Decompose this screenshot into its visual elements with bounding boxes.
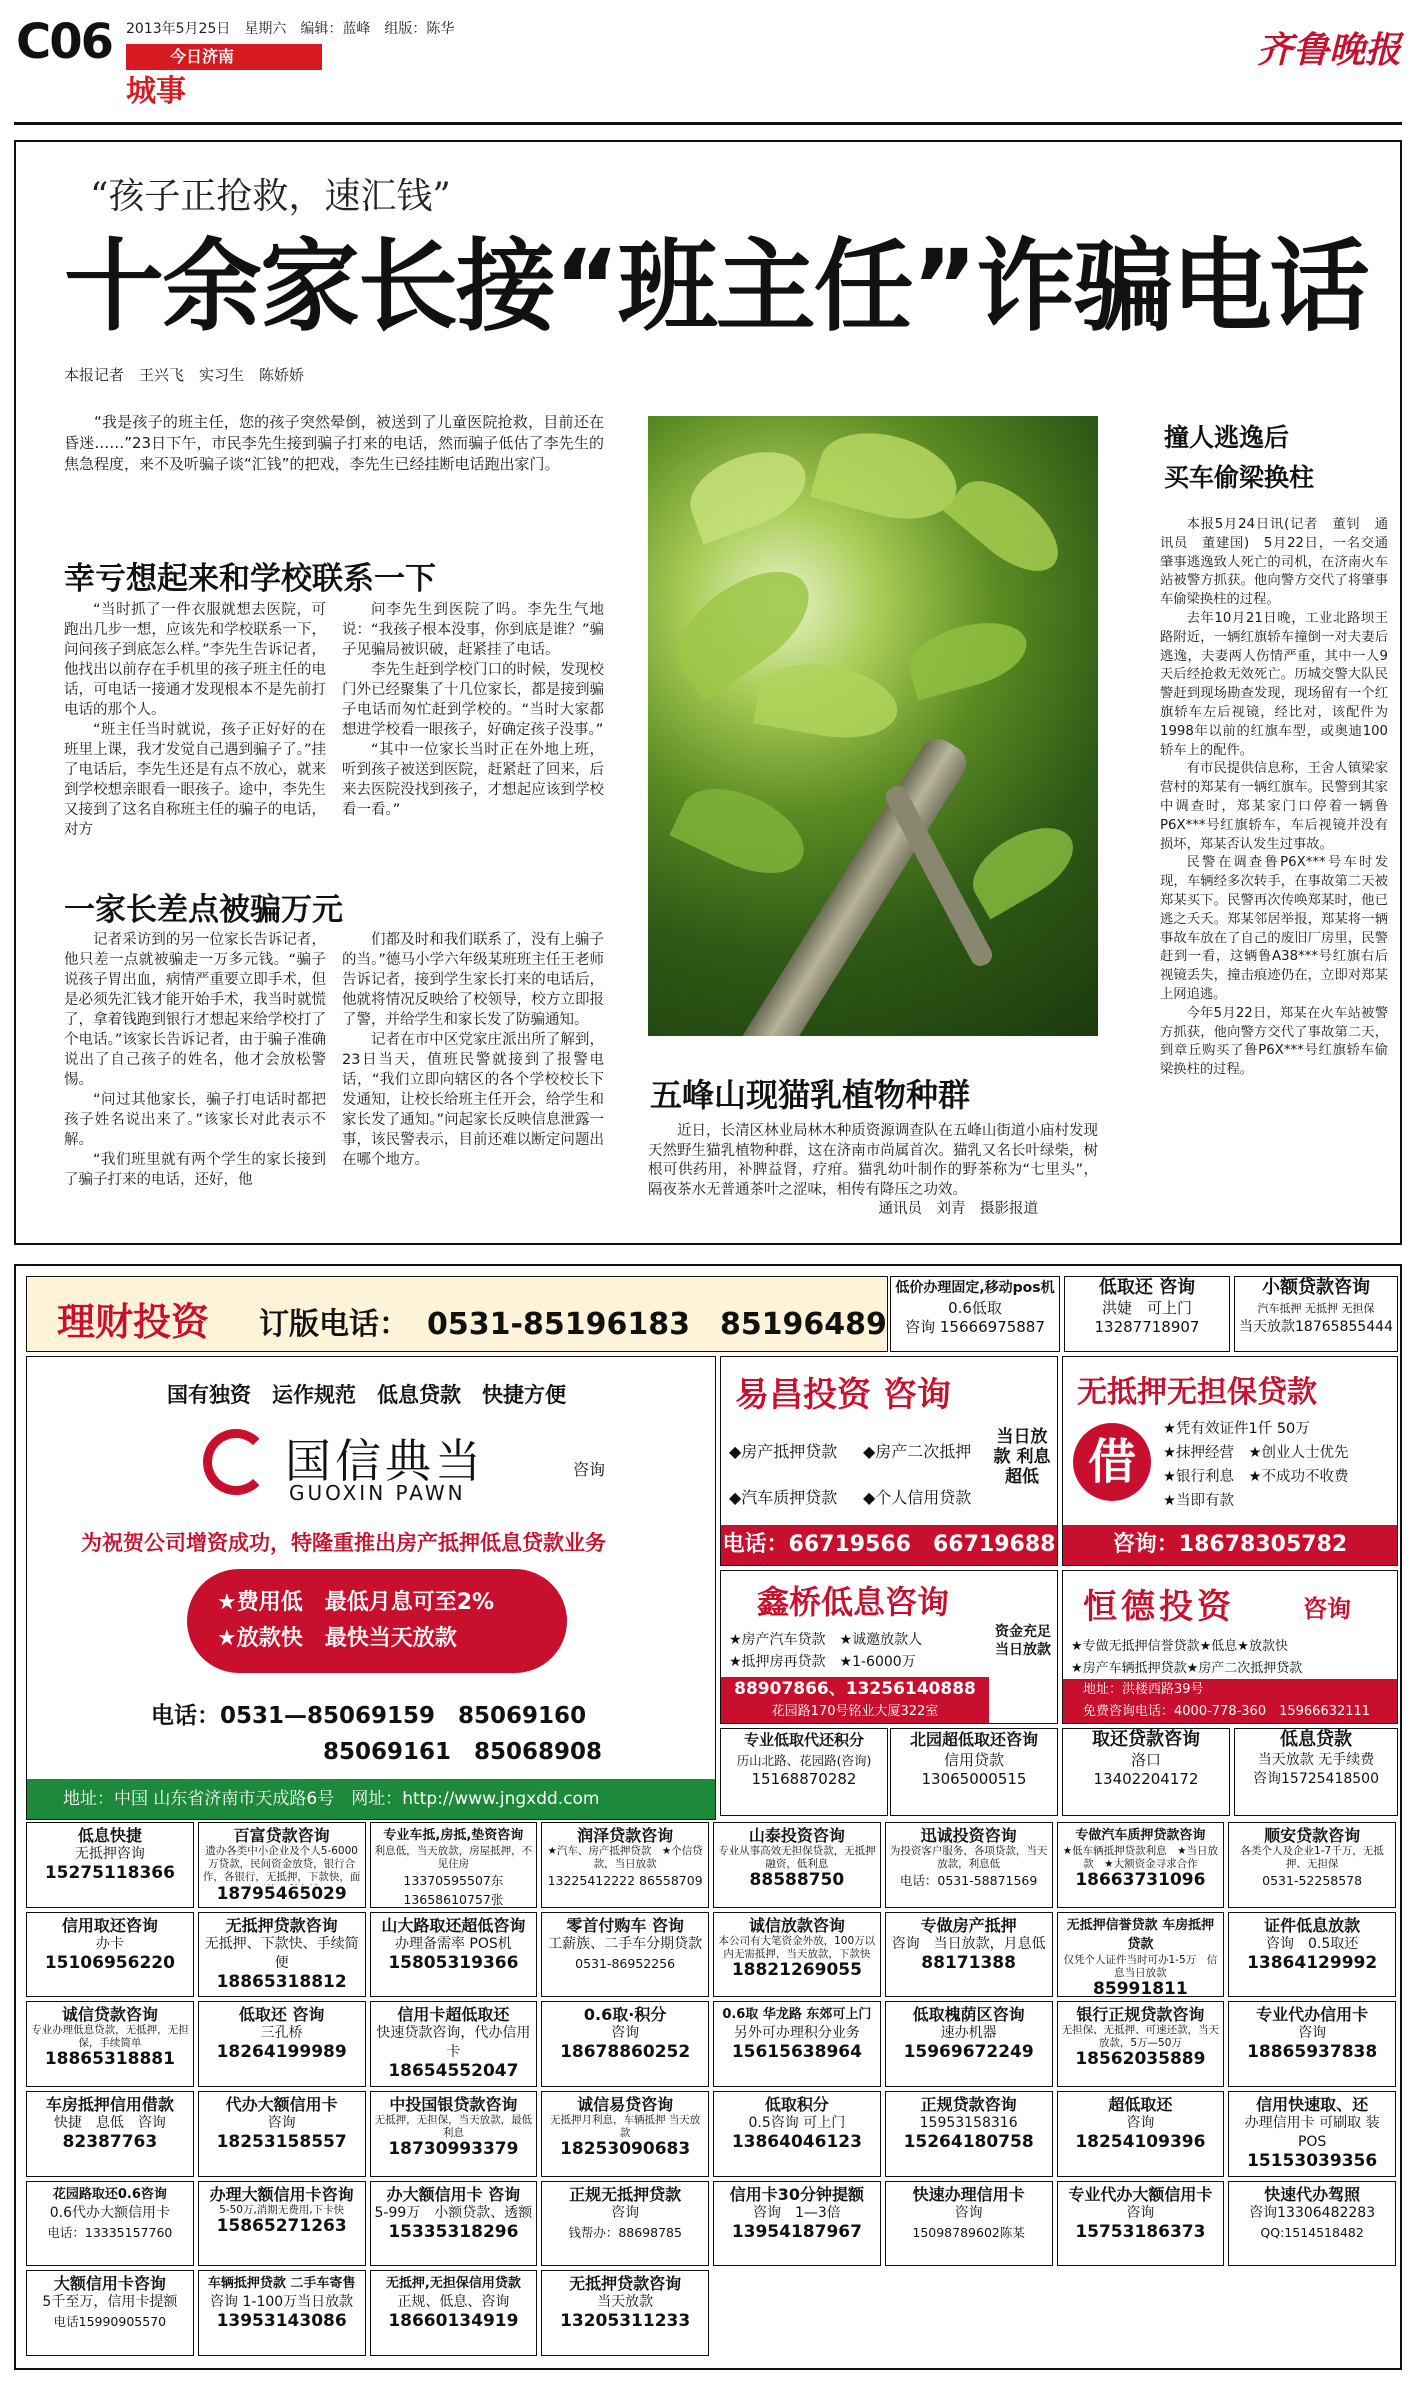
- classified-ad-title: 超低取还: [1108, 2095, 1173, 2114]
- classified-ad-title: 诚信易贷咨询: [577, 2095, 674, 2114]
- ad-main-header: [26, 1276, 888, 1352]
- ad-mid-1: [720, 1728, 888, 1816]
- classified-ad-title: 专做汽车质押贷款咨询: [1075, 1828, 1206, 1843]
- hengde-phone: 免费咨询电话：4000-778-360 15966632111: [1063, 1701, 1397, 1723]
- classified-ad-phone: 13225412222 86558709: [547, 1873, 703, 1888]
- classified-ad: [370, 1912, 538, 1998]
- classified-ad-title: 顺安贷款咨询: [1264, 1826, 1361, 1845]
- classified-ad-phone: 13864046123: [731, 2132, 862, 2152]
- classified-ad: [885, 1912, 1053, 1998]
- issue-meta: 2013年5月25日 星期六 编辑：蓝峰 组版：陈华: [126, 21, 455, 37]
- classified-ad-phone: 18654552047: [388, 2061, 519, 2082]
- classified-ad-phone: 18253158557: [216, 2132, 347, 2152]
- classified-ad: [541, 1822, 709, 1908]
- classified-ad: [1228, 2091, 1396, 2177]
- classified-ad-line: 5-99万 小额贷款、透额: [374, 2204, 533, 2221]
- classified-ad: [26, 2181, 194, 2267]
- classified-ad-line: 0.6代办大额信用卡: [49, 2204, 170, 2221]
- classified-ad-title: 银行正规贷款咨询: [1076, 2005, 1205, 2025]
- classified-ad: [370, 2270, 538, 2356]
- guoxin-company-en: GUOXIN PAWN: [289, 1481, 466, 1505]
- ad-mid-2: [890, 1728, 1058, 1816]
- ad-yichang: [720, 1356, 1058, 1566]
- classified-ad-line: ★低车辆抵押贷款利息 ★当日放款 ★大额资金寻求合作: [1062, 1845, 1219, 1870]
- classified-ad-phone: 13954187967: [731, 2221, 862, 2242]
- classified-ad-phone: 0531-52258578: [1262, 1873, 1363, 1888]
- s2-c1-p2: “问过其他家长，骗子打电话时都把孩子姓名说出来了。”该家长对此表示不解。: [64, 1092, 326, 1148]
- guoxin-phone-2: 85069161 85068908: [323, 1739, 603, 1765]
- ad-mid-4-title: 低息贷款: [1280, 1729, 1352, 1750]
- classified-ad-line: 无担保、无抵押、可速还款，当天放款，5万—50万: [1061, 2024, 1220, 2050]
- classified-ad-title: 快速办理信用卡: [912, 2184, 1025, 2204]
- classified-ad-line: 咨询: [1126, 2115, 1155, 2131]
- classified-ad: [541, 1912, 709, 1998]
- s2-col1: [64, 930, 326, 1190]
- plant-photo: [648, 416, 1098, 1036]
- classified-ad-title: 大额信用卡咨询: [53, 2274, 166, 2294]
- classified-ad-line: 正规、低息、咨询: [397, 2294, 510, 2311]
- classified-ad-line: 咨询: [267, 2115, 296, 2131]
- classified-ad-phone: 18865318812: [216, 1971, 347, 1992]
- ad-mid-2-title: 北园超低取还咨询: [909, 1730, 1038, 1749]
- classified-ad-title: 百富贷款咨询: [233, 1826, 330, 1845]
- side-title-2: 买车偷梁换柱: [1164, 463, 1315, 492]
- classified-ad-title: 办大额信用卡 咨询: [386, 2184, 521, 2204]
- classified-ad-phone: 15098789602陈某: [912, 2224, 1025, 2240]
- classified-ad-line: 本公司有大笔资金外放，100万以内无需抵押，当天放款，下款快: [718, 1934, 876, 1960]
- classified-ad-line: 无抵押，无担保，当天放款，最低利息: [374, 2114, 533, 2139]
- classified-ad: [198, 2181, 366, 2267]
- classified-ad-phone: QQ:1514518482: [1260, 2224, 1364, 2240]
- classified-ad-title: 办理大额信用卡咨询: [209, 2184, 354, 2204]
- xinqiao-title: 鑫桥低息咨询: [757, 1583, 950, 1621]
- classified-ad-line: 咨询: [1298, 2025, 1327, 2042]
- ad-xinqiao: [720, 1570, 1058, 1724]
- yichang-item-3: ◆汽车质押贷款: [729, 1488, 838, 1507]
- classified-ad: [541, 2091, 709, 2177]
- classified-ad-line: 无抵押、下款快、手续简便: [204, 1935, 359, 1971]
- classified-ad-title: 0.6取·积分: [583, 2005, 667, 2025]
- classified-ad-title: 快速代办驾照: [1264, 2184, 1361, 2204]
- classified-ad-phone: 18795465029: [216, 1884, 347, 1904]
- classified-ad-line: 咨询: [954, 2204, 983, 2221]
- ad-mid-3-l2: 13402204172: [1093, 1770, 1199, 1788]
- guoxin-address: 地址：中国 山东省济南市天成路6号 网址：http://www.jngxdd.com: [27, 1779, 715, 1819]
- s2-c1-p1: 记者采访到的另一位家长告诉记者，他只差一点就被骗走一万多元钱。“骗子说孩子胃出血，病情严重要立即手术，但是必须先汇钱才能开始手术，我当时就慌了，拿着钱跑到银行才想起来给学校打了个电话。”该家长告诉记者，由于骗子准确说出了自己孩子的姓名，他才会放松警惕。: [64, 932, 326, 1088]
- lead-paragraph: [64, 412, 604, 475]
- guoxin-promo: 为祝贺公司增资成功，特隆重推出房产抵押低息贷款业务: [81, 1531, 606, 1555]
- classified-ad: [26, 2001, 194, 2087]
- yichang-phone: 电话：66719566 66719688: [721, 1525, 1057, 1565]
- wudiya-phone: 咨询：18678305782: [1063, 1525, 1397, 1565]
- classified-ad: [885, 2091, 1053, 2177]
- classified-ad-title: 无抵押贷款咨询: [225, 1915, 338, 1935]
- classified-ad-phone: 15969672249: [903, 2042, 1034, 2063]
- classified-ad-phone: 82387763: [62, 2132, 158, 2152]
- hengde-addr: 地址：洪楼西路39号: [1063, 1679, 1397, 1701]
- yichang-side: 当日放款 利息超低: [993, 1427, 1051, 1487]
- classified-ad-title: 中投国银贷款咨询: [389, 2095, 518, 2114]
- classified-ad: [1057, 2091, 1225, 2177]
- classified-ad: [713, 2091, 881, 2177]
- ad-hengde: [1062, 1570, 1398, 1724]
- side-title-1: 撞人逃逸后: [1164, 423, 1290, 452]
- ad-phone-numbers: 0531-85196183 85196489: [427, 1307, 887, 1342]
- classified-ad: [26, 1822, 194, 1908]
- classified-ad-line: 咨询 1—3倍: [752, 2204, 841, 2221]
- classified-ad-line: 各类个人及企业1-7千万，无抵押、无担保: [1240, 1845, 1384, 1870]
- classified-ad: [370, 1822, 538, 1908]
- classified-ad-phone: 18865937838: [1247, 2042, 1378, 2063]
- hengde-item-1: ★专做无抵押信誉贷款★低息★放款快: [1071, 1639, 1288, 1654]
- classified-ad: [370, 2181, 538, 2267]
- guoxin-bullet-2: ★放款快 最快当天放款: [217, 1626, 457, 1651]
- photo-caption-text: 近日，长清区林业局林木种质资源调查队在五峰山街道小庙村发现天然野生猫乳植物种群，这在济南市尚属首次。猫乳又名长叶绿柴，树根可供药用，补脾益肾，疗疳。猫乳幼叶制作的野茶称为“七里头”，隔夜茶水无普通茶叶之涩味，相传有降压之功效。: [648, 1123, 1098, 1198]
- classified-ad-title: 证件低息放款: [1264, 1915, 1361, 1935]
- classified-ad-title: 0.6取 华龙路 东郊可上门: [722, 2007, 872, 2023]
- classified-ad: [370, 2001, 538, 2087]
- classified-ad-title: 山泰投资咨询: [748, 1826, 845, 1845]
- s1-c1-p1: “当时抓了一件衣服就想去医院，可跑出几步一想，应该先和学校联系一下，问问孩子到底怎么样。”李先生告诉记者，他找出以前存在手机里的孩子班主任的电话，可电话一接通才发现根本不是先前打电话的那个人。: [64, 602, 326, 718]
- classified-ad-phone: 电话：0531-58871569: [899, 1873, 1038, 1888]
- ad-guoxin: [26, 1356, 716, 1820]
- classified-ad-title: 信用卡30分钟提额: [729, 2184, 865, 2204]
- classified-ad: [198, 2270, 366, 2356]
- classified-ad-line: ★汽车、房产抵押贷款 ★个信贷款，当日放款: [547, 1845, 703, 1870]
- classified-ad-phone: 18821269055: [731, 1959, 862, 1980]
- ad-mid-4-l2: 咨询15725418500: [1253, 1771, 1379, 1787]
- classified-ad: [26, 2091, 194, 2177]
- header-rule: [14, 122, 1402, 125]
- ad-top-small-1-l1: 0.6低取: [948, 1299, 1002, 1317]
- ad-mid-3-l1: 洛口: [1130, 1751, 1161, 1769]
- yichang-item-4: ◆个人信用贷款: [863, 1488, 972, 1507]
- classified-ad: [885, 2181, 1053, 2267]
- classified-ad: [198, 1822, 366, 1908]
- classified-ad-line: 为投资客户服务，各项贷款，当天放款，利息低: [889, 1845, 1048, 1870]
- classified-ad-line: 办理备需率 POS机: [394, 1935, 512, 1952]
- classified-ad: [541, 2001, 709, 2087]
- classified-ad-line: 无抵押月利息，车辆抵押 当天放款: [549, 2114, 701, 2139]
- ad-top-small-3-l1: 汽车抵押 无抵押 无担保: [1257, 1302, 1375, 1315]
- classified-ad-phone: 18660134919: [388, 2311, 519, 2332]
- ad-wudiya: [1062, 1356, 1398, 1566]
- classified-ad: [1057, 2181, 1225, 2267]
- classified-ad-title: 润泽贷款咨询: [577, 1826, 674, 1845]
- ad-top-small-3-l2: 当天放款18765855444: [1239, 1319, 1393, 1335]
- wudiya-item-3: ★银行利息 ★不成功不收费: [1163, 1469, 1349, 1485]
- ad-mid-1-l2: 15168870282: [751, 1770, 857, 1788]
- classified-ad-title: 低取槐荫区咨询: [912, 2005, 1025, 2025]
- classified-ad-phone: 18253090683: [560, 2139, 691, 2159]
- page-number: C06: [16, 14, 113, 70]
- s1-c2-p1: 问李先生到医院了吗。李先生气地说：“我孩子根本没事，你到底是谁？”骗子见骗局被识破，赶紧挂了电话。: [342, 602, 604, 658]
- ad-mid-1-l1: 历山北路、花园路(咨询): [736, 1753, 872, 1768]
- classified-ad: [198, 2001, 366, 2087]
- classified-ad-line: 三孔桥: [260, 2025, 303, 2042]
- classified-ad-title: 专做房产抵押: [920, 1915, 1017, 1935]
- classified-grid: [26, 1822, 1400, 2360]
- yichang-item-2: ◆房产二次抵押: [863, 1442, 972, 1461]
- guoxin-logo-icon: [203, 1429, 269, 1495]
- ad-top-small-2-l1: 洪婕 可上门: [1101, 1299, 1192, 1317]
- yichang-title: 易昌投资 咨询: [735, 1375, 951, 1415]
- classified-ad-title: 代办大额信用卡: [225, 2095, 338, 2114]
- guoxin-company: 国信典当: [285, 1434, 485, 1488]
- side-p5: 今年5月22日，郑某在火车站被警方抓获，他向警方交代了事故第二天，到章丘购买了鲁P6X***号红旗轿车偷梁换柱的过程。: [1160, 1005, 1388, 1078]
- headline: 十余家长接“班主任”诈骗电话: [64, 228, 1368, 345]
- subhead-1: 幸亏想起来和学校联系一下: [64, 561, 436, 597]
- s2-col2: [342, 930, 604, 1170]
- s2-c1-p3: “我们班里就有两个学生的家长接到了骗子打来的电话，还好，他: [64, 1152, 326, 1188]
- classified-ad-phone: 电话15990905570: [53, 2314, 167, 2330]
- classified-ad-phone: 18730993379: [388, 2139, 519, 2159]
- classified-ad-line: 咨询: [611, 2025, 640, 2042]
- classified-ad: [541, 2181, 709, 2267]
- side-p1: 本报5月24日讯(记者 董钊 通讯员 董建国) 5月22日，一名交通肇事逃逸致人死亡的司机，在济南火车站被警方抓获。他向警方交代了将肇事车偷梁换柱的过程。: [1160, 517, 1388, 608]
- classified-ad: [1228, 2181, 1396, 2267]
- ad-top-small-2: [1064, 1276, 1230, 1352]
- ad-mid-2-l2: 13065000515: [921, 1770, 1027, 1788]
- classified-ad-line: 咨询 0.5取还: [1265, 1935, 1359, 1952]
- classified-ad-title: 无抵押贷款咨询: [569, 2274, 682, 2294]
- ad-top-small-3-title: 小额贷款咨询: [1262, 1277, 1370, 1298]
- classified-ad-line: 15953158316: [919, 2115, 1018, 2131]
- ad-mid-3: [1062, 1728, 1230, 1816]
- s1-col2: [342, 600, 604, 820]
- classified-ad-title: 车房抵押信用借款: [45, 2095, 174, 2114]
- classified-ad-phone: 电话：13335157760: [47, 2224, 173, 2240]
- classified-ad-phone: 13205311233: [560, 2311, 691, 2332]
- classified-ad-title: 低取还 咨询: [238, 2005, 325, 2025]
- ad-top-small-2-l2: 13287718907: [1094, 1318, 1200, 1336]
- wudiya-item-2: ★抹押经营 ★创业人士优先: [1163, 1445, 1349, 1461]
- s1-c1-p2: “班主任当时就说，孩子正好好的在班里上课，我才发觉自己遇到骗子了。”挂了电话后，李先生还是有点不放心，就来到学校想亲眼看一眼孩子。途中，李先生又接到了这名自称班主任的骗子的电话，对方: [64, 722, 326, 838]
- yichang-item-1: ◆房产抵押贷款: [729, 1442, 838, 1461]
- ad-mid-4-l1: 当天放款 无手续费: [1257, 1752, 1375, 1768]
- classified-ad-line: 当天放款: [597, 2294, 654, 2311]
- xinqiao-item-2: ★抵押房再贷款 ★1-6000万: [729, 1654, 916, 1670]
- classified-ad: [885, 2001, 1053, 2087]
- side-p3: 有市民提供信息称，王舍人镇梁家营村的郑某有一辆红旗车。民警到其家中调查时，郑某家门口停着一辆鲁P6X***号红旗轿车，车后视镜并没有损坏，郑某否认发生过事故。: [1160, 761, 1388, 852]
- classified-ad-phone: 18865318881: [44, 2049, 175, 2070]
- hengde-title: 恒德投资: [1083, 1587, 1235, 1627]
- classified-ad-line: 工薪族、二手车分期贷款: [548, 1935, 703, 1952]
- classified-ad-title: 无抵押信誉贷款 车房抵押贷款: [1066, 1917, 1215, 1952]
- side-p2: 去年10月21日晚，工业北路坝王路附近，一辆红旗轿车撞倒一对夫妻后逃逸，夫妻两人伤情严重，其中一人9天后经抢救无效死亡。历城交警大队民警赶到现场勘查发现，现场留有一个红旗轿车左后视镜，经比对，该配件为1998年以前的红旗车型，或奥迪100轿车上的配件。: [1160, 610, 1388, 758]
- classified-ad: [198, 2091, 366, 2177]
- classified-ad-title: 零首付购车 咨询: [566, 1915, 684, 1935]
- xinqiao-item-1: ★房产汽车贷款 ★诚邀放款人: [729, 1632, 923, 1648]
- classified-ad-line: 专业从事高效无担保贷款，无抵押融资，低利息: [718, 1845, 876, 1870]
- classified-ad-line: 利息低，当天放款，房屋抵押，不见住房: [374, 1845, 533, 1870]
- classified-ad: [885, 1822, 1053, 1908]
- s1-c2-p2: 李先生赶到学校门口的时候，发现校门外已经聚集了十几位家长，都是接到骗子电话而匆忙赶到学校的。“当时大家都想进学校看一眼孩子，好确定孩子没事。”: [342, 662, 604, 738]
- classified-ad: [713, 2181, 881, 2267]
- classified-ad-title: 山大路取还超低咨询: [381, 1915, 526, 1935]
- classified-ad-phone: 13864129992: [1247, 1952, 1378, 1973]
- wudiya-item-4: ★当即有款: [1163, 1493, 1234, 1509]
- classified-ad-phone: 18254109396: [1075, 2132, 1206, 2152]
- classified-ad-title: 低取积分: [764, 2095, 829, 2114]
- kicker: “孩子正抢救，速汇钱”: [90, 176, 451, 217]
- photo-title: 五峰山现猫乳植物种群: [650, 1076, 971, 1114]
- classified-ad-line: 速办机器: [940, 2025, 997, 2042]
- classified-ad-phone: 15753186373: [1075, 2221, 1206, 2242]
- classified-ad: [713, 2001, 881, 2087]
- classified-ad-line: 另外可办理积分业务: [733, 2025, 860, 2042]
- classified-ad-phone: 15153039356: [1247, 2151, 1378, 2171]
- side-p4: 民警在调查鲁P6X***号车时发现，车辆经多次转手，在事故第二天被郑某买下。民警再次传唤郑某时，他已逃之夭夭。郑某邻居举报，郑某将一辆事故车放在了自己的废旧厂房里，民警赶到一看，这辆鲁A38***号红旗右后视镜丢失，撞击痕迹仍在，立即对郑某上网追逃。: [1160, 855, 1388, 1002]
- section-name: 城事: [126, 74, 186, 109]
- ad-phone-label: 订版电话：: [259, 1307, 409, 1342]
- classified-ad: [26, 2270, 194, 2356]
- classified-ad: [1057, 1822, 1225, 1908]
- classified-ad-title: 信用快速取、还: [1256, 2095, 1369, 2114]
- classified-ad-title: 迅诚投资咨询: [920, 1826, 1017, 1845]
- classified-ad-phone: 15865271263: [216, 2215, 347, 2236]
- classified-ad-line: 办理信用卡 可刷取 装POS: [1244, 2115, 1380, 2150]
- guoxin-bullet-1: ★费用低 最低月息可至2%: [217, 1590, 495, 1615]
- classified-ad-phone: 85991811: [1093, 1978, 1188, 1998]
- byline: 本报记者 王兴飞 实习生 陈娇娇: [64, 366, 305, 384]
- ad-mid-4: [1234, 1728, 1398, 1816]
- classified-ad-line: 快捷 息低 咨询: [53, 2115, 166, 2131]
- classified-ad-title: 专业车抵,房抵,垫资咨询: [383, 1828, 524, 1843]
- guoxin-consult: 咨询: [573, 1460, 606, 1479]
- classified-ad-line: 快速贷款咨询，代办信用卡: [376, 2025, 531, 2061]
- ad-top-small-1-title: 低价办理固定,移动pos机: [895, 1280, 1055, 1296]
- classified-ad: [541, 2270, 709, 2356]
- side-body: [1160, 516, 1388, 1080]
- wudiya-icon: 借: [1073, 1423, 1151, 1501]
- classified-ad-phone: 钱帮办：88698785: [568, 2224, 682, 2240]
- classified-ad-title: 正规贷款咨询: [920, 2095, 1017, 2114]
- classified-ad-phone: 18264199989: [216, 2042, 347, 2063]
- classified-ad-line: 咨询13306482283: [1249, 2204, 1376, 2221]
- classified-ad-phone: 15805319366: [388, 1952, 519, 1973]
- ad-top-small-3: [1234, 1276, 1398, 1352]
- classified-ad: [1057, 1912, 1225, 1998]
- xinqiao-addr: 花园路170号铭业大厦322室: [721, 1701, 989, 1723]
- ad-top-small-1-l2: 咨询 15666975887: [905, 1318, 1045, 1336]
- classified-ad-line: 咨询 1-100万当日放款: [210, 2294, 354, 2311]
- xinqiao-phone: 88907866、13256140888: [721, 1677, 989, 1701]
- paper-name: 齐鲁晚报: [1256, 29, 1401, 71]
- s2-c2-p1: 们都及时和我们联系了，没有上骗子的当。”德马小学六年级某班班主任王老师告诉记者，接到学生家长打来的电话后，他就将情况反映给了校领导，校方立即报了警，并给学生和家长发了防骗通知。: [342, 932, 604, 1028]
- classified-ad-phone: 13370595507东 13658610757张: [403, 1873, 504, 1907]
- classified-ad-phone: 88171388: [921, 1952, 1016, 1973]
- classified-ad-phone: 18678860252: [560, 2042, 691, 2063]
- section-tag: 今日济南: [126, 44, 322, 70]
- guoxin-bullet-pill: [187, 1569, 567, 1673]
- hengde-item-2: ★房产车辆抵押贷款★房产二次抵押贷款: [1071, 1661, 1303, 1676]
- classified-ad-phone: 18663731096: [1075, 1870, 1206, 1890]
- classified-ad-phone: 0531-86952256: [575, 1955, 676, 1971]
- ad-mid-1-title: 专业低取代还积分: [743, 1731, 864, 1749]
- classified-ad-line: 办卡: [95, 1935, 124, 1952]
- classified-ad: [1057, 2001, 1225, 2087]
- xinqiao-side: 资金充足 当日放款: [995, 1624, 1051, 1658]
- ad-mid-3-title: 取还贷款咨询: [1092, 1729, 1200, 1750]
- lead-text: “我是孩子的班主任，您的孩子突然晕倒，被送到了儿童医院抢救，目前还在昏迷……”23日下午，市民李先生接到骗子打来的电话，然而骗子低估了李先生的焦急程度，来不及听骗子谈“汇钱”的把戏，李先生已经挂断电话跑出家门。: [64, 413, 604, 473]
- classified-ad-phone: 15335318296: [388, 2221, 519, 2242]
- classified-ad-phone: 15275118366: [44, 1863, 175, 1883]
- ad-main-title: 理财投资: [57, 1300, 210, 1344]
- classified-ad-line: 0.5咨询 可上门: [748, 2115, 846, 2131]
- classified-ad-line: 5千至万，信用卡提额: [42, 2294, 178, 2311]
- classified-ad-title: 正规无抵押贷款: [569, 2184, 682, 2204]
- classified-ad-line: 咨询: [1126, 2204, 1155, 2221]
- wudiya-title: 无抵押无担保贷款: [1077, 1375, 1317, 1410]
- classified-ad-phone: 88588750: [749, 1870, 845, 1890]
- classified-ad: [713, 1822, 881, 1908]
- classified-ad-phone: 15264180758: [903, 2132, 1034, 2152]
- classified-ad-line: 仅凭个人证件当时可办1-5万 信息当日放款: [1063, 1953, 1218, 1979]
- classified-ad: [1228, 1822, 1396, 1908]
- classified-ad: [1228, 1912, 1396, 1998]
- guoxin-slogan: 国有独资 运作规范 低息贷款 快捷方便: [167, 1383, 566, 1407]
- classified-ad-line: 遗办各类中小企业及个人5-6000万贷款，民间资金放贷，银行合作，各银行，无抵押，下款快，面: [202, 1845, 361, 1883]
- guoxin-phone-1: 电话：0531—85069159 85069160: [151, 1703, 587, 1729]
- classified-ad-line: 咨询 当日放款，月息低: [891, 1935, 1046, 1952]
- classified-ad-phone: 18562035889: [1075, 2049, 1206, 2070]
- classified-ad-title: 低息快捷: [77, 1826, 142, 1845]
- ad-top-small-1: [890, 1276, 1060, 1352]
- classified-ad: [198, 1912, 366, 1998]
- classified-ad-line: 咨询: [611, 2204, 640, 2221]
- classified-ad: [713, 1912, 881, 1998]
- classified-ad-line: 无抵押咨询: [74, 1846, 145, 1862]
- ad-mid-2-l1: 信用贷款: [943, 1751, 1004, 1769]
- ad-top-small-2-title: 低取还 咨询: [1098, 1277, 1196, 1298]
- s2-c2-p2: 记者在市中区党家庄派出所了解到，23日当天，值班民警就接到了报警电话，“我们立即向辖区的各个学校校长下发通知，让校长给班主任开会，给学生和家长发了通知。”问起家长反映信息泄露一事，该民警表示，目前还难以断定问题出在哪个地方。: [342, 1032, 604, 1168]
- classified-ad-phone: 13953143086: [216, 2311, 347, 2332]
- classified-ad-title: 专业代办信用卡: [1256, 2005, 1369, 2025]
- classified-ad-title: 花园路取还0.6咨询: [52, 2186, 167, 2202]
- hengde-consult: 咨询: [1303, 1595, 1351, 1623]
- classified-ad-phone: 15106956220: [44, 1952, 175, 1973]
- classified-ad-title: 专业代办大额信用卡: [1068, 2184, 1213, 2204]
- classified-ad-title: 诚信贷款咨询: [61, 2005, 158, 2025]
- s1-col1: [64, 600, 326, 840]
- classified-ad-title: 信用卡超低取还: [397, 2005, 510, 2025]
- classified-ad: [370, 2091, 538, 2177]
- s1-c2-p3: “其中一位家长当时正在外地上班，听到孩子被送到医院，赶紧赶了回来，后来去医院没找到孩子，才想起应该到学校看一看。”: [342, 742, 604, 818]
- classified-ad-title: 信用取还咨询: [61, 1915, 158, 1935]
- classified-ad-title: 无抵押,无担保信用贷款: [385, 2276, 521, 2292]
- classified-ad: [26, 1912, 194, 1998]
- classified-ad: [1228, 2001, 1396, 2087]
- photo-credit: 通讯员 刘青 摄影报道: [878, 1201, 1038, 1217]
- classified-ad-title: 车辆抵押贷款 二手车寄售: [207, 2276, 356, 2292]
- classified-ad-title: 诚信放款咨询: [748, 1915, 845, 1935]
- classified-ad-line: 专业办理低息贷款，无抵押，无担保，手续简单: [31, 2024, 189, 2050]
- classified-ad-phone: 15615638964: [731, 2042, 862, 2063]
- subhead-2: 一家长差点被骗万元: [64, 892, 343, 928]
- wudiya-item-1: ★凭有效证件1仟 50万: [1163, 1421, 1310, 1437]
- classified-ad-line: 5-50万,消期无费用,下卡快: [219, 2203, 345, 2216]
- photo-caption: [648, 1122, 1098, 1220]
